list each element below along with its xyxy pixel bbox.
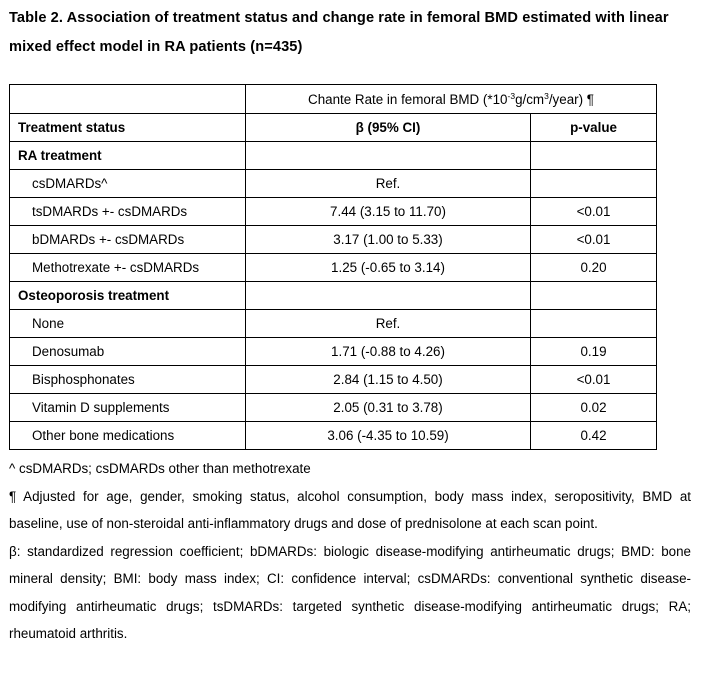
p-value: <0.01 [531,198,657,226]
treatment-name: Denosumab [10,338,246,366]
footnote-caret: ^ csDMARDs; csDMARDs other than methotrexate [9,461,311,476]
beta-ci: 2.05 (0.31 to 3.78) [246,394,531,422]
table-row [10,366,657,394]
treatment-name: Methotrexate +- csDMARDs [10,254,246,282]
beta-ci: 7.44 (3.15 to 11.70) [246,198,531,226]
table-row [10,422,657,450]
p-value: 0.20 [531,254,657,282]
section-label: Osteoporosis treatment [10,282,246,310]
beta-ci: 2.84 (1.15 to 4.50) [246,366,531,394]
beta-ci: Ref. [246,310,531,338]
footnote-abbreviations: β: standardized regression coefficient; bDMARDs: biologic disease-modifying antirheumatic drugs; BMD: bone mineral density; BMI: body mass index; CI: confidence interval; csDMARDs: conventional synthetic disease-modifying antirheumatic drugs; tsDMARDs: targeted synthetic disease-modifying antirheumatic drugs; RA; rheumatoid arthritis. [9,543,691,641]
treatment-name: None [10,310,246,338]
beta-ci: 1.25 (-0.65 to 3.14) [246,254,531,282]
footnote-adjustment: ¶ Adjusted for age, gender, smoking status, alcohol consumption, body mass index, seropositivity, BMD at baseline, use of non-steroidal anti-inflammatory drugs and dose of prednisolone at each scan point. [9,488,691,531]
table-row [10,198,657,226]
treatment-name: tsDMARDs +- csDMARDs [10,198,246,226]
table-row [10,226,657,254]
p-value [531,170,657,198]
table-row [10,338,657,366]
table-row [10,254,657,282]
p-value: 0.42 [531,422,657,450]
beta-ci: 3.17 (1.00 to 5.33) [246,226,531,254]
treatment-name: Bisphosphonates [10,366,246,394]
table-header-row [10,114,657,142]
section-row-osteoporosis-treatment [10,282,657,310]
beta-ci: 3.06 (-4.35 to 10.59) [246,422,531,450]
p-value [531,310,657,338]
treatment-name: csDMARDs^ [10,170,246,198]
header-treatment-status: Treatment status [10,114,246,142]
treatment-name: Vitamin D supplements [10,394,246,422]
section-row-ra-treatment [10,142,657,170]
beta-ci: 1.71 (-0.88 to 4.26) [246,338,531,366]
treatment-name: Other bone medications [10,422,246,450]
beta-ci: Ref. [246,170,531,198]
header-beta: β (95% CI) [246,114,531,142]
table-row [10,394,657,422]
header-p-value: p-value [531,114,657,142]
p-value: 0.02 [531,394,657,422]
table-row [10,310,657,338]
p-value: <0.01 [531,226,657,254]
p-value: <0.01 [531,366,657,394]
treatment-name: bDMARDs +- csDMARDs [10,226,246,254]
section-label: RA treatment [10,142,246,170]
footnotes [9,455,691,648]
header-empty-cell [10,85,246,114]
p-value: 0.19 [531,338,657,366]
results-table [9,84,657,450]
table-header-row-top [10,85,657,114]
table-row [10,170,657,198]
header-change-rate: Chante Rate in femoral BMD $(*10^{-3}g/cm^3/year)$ ¶ [246,85,657,114]
table-title: Table 2. Association of treatment status and change rate in femoral BMD estimated with linear mixed effect model in RA patients (n=435) [9,10,669,55]
